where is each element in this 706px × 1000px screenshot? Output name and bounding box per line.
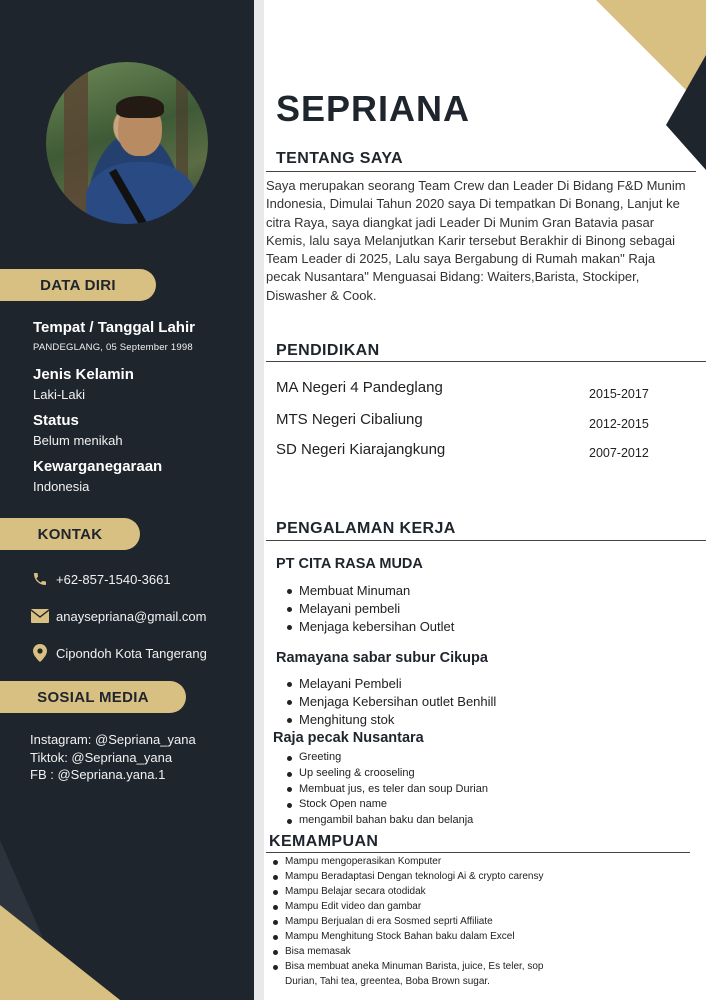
education-school: SD Negeri Kiarajangkung	[276, 441, 446, 458]
job-company: Raja pecak Nusantara	[273, 730, 424, 746]
list-item: Stock Open name	[287, 797, 488, 813]
decorative-triangle-gold	[0, 905, 120, 1000]
profile-photo	[46, 62, 208, 224]
kontak-heading: KONTAK	[0, 518, 140, 550]
education-school: MA Negeri 4 Pandeglang	[276, 379, 443, 396]
skills-heading: KEMAMPUAN	[269, 833, 379, 850]
about-text: Saya merupakan seorang Team Crew dan Leader Di Bidang F&D Munim Indonesia, Dimulai Tahun 2020 saya Di tempatkan Di Bonang, Lanjut ke citra Raya, saya diangkat jadi Leader Di Munim Gran Batavia pasar Kemis, lalu saya Melanjutkan Karir tersebut Berakhir di Binong sebagai Team Leader di 2025, Lalu saya Bergabung di Rumah makan" Raja pecak Nusantara" Menguasai Bidang: Waiters,Barista, Stockiper, Diswasher & Cook.	[266, 178, 686, 303]
skill-item-continuation: Durian, Tahi tea, greentea, Boba Brown sugar.	[285, 976, 490, 987]
pin-icon	[31, 644, 49, 662]
experience-divider	[266, 540, 706, 541]
gender-info	[33, 366, 243, 403]
birth-label: Tempat / Tanggal Lahir	[33, 319, 195, 336]
job-task-list	[287, 582, 454, 636]
email-contact	[31, 607, 207, 625]
list-item: mengambil bahan baku dan belanja	[287, 813, 488, 829]
birth-info	[33, 319, 243, 356]
skill-item: Mampu Menghitung Stock Bahan baku dalam Excel	[273, 929, 543, 944]
skill-item: Mampu Berjualan di era Sosmed seprti Affiliate	[273, 914, 543, 929]
education-years: 2007-2012	[589, 446, 649, 460]
about-divider	[266, 171, 696, 172]
sidebar	[0, 0, 254, 1000]
nationality-info	[33, 458, 243, 495]
skill-item: Bisa membuat aneka Minuman Barista, juice, Es teler, sop	[273, 959, 543, 974]
list-item: Melayani pembeli	[287, 600, 454, 618]
phone-contact	[31, 570, 171, 588]
decorative-corner-dark	[666, 55, 706, 170]
status-info	[33, 412, 243, 449]
skill-item: Mampu Beradaptasi Dengan teknologi Ai & crypto carensy	[273, 869, 543, 884]
nationality-value: Indonesia	[33, 479, 90, 494]
sidebar-divider	[254, 0, 264, 1000]
status-value: Belum menikah	[33, 433, 123, 448]
skills-list	[273, 854, 543, 989]
facebook-handle: FB : @Sepriana.yana.1	[30, 767, 166, 782]
list-item: Menjaga kebersihan Outlet	[287, 618, 454, 636]
instagram-handle: Instagram: @Sepriana_yana	[30, 732, 196, 747]
tiktok-handle: Tiktok: @Sepriana_yana	[30, 749, 173, 765]
skill-item: Mampu mengoperasikan Komputer	[273, 854, 543, 869]
list-item: Menghitung stok	[287, 711, 496, 729]
social-list	[30, 731, 196, 784]
experience-heading: PENGALAMAN KERJA	[276, 520, 456, 537]
nationality-label: Kewarganegaraan	[33, 458, 163, 475]
education-heading: PENDIDIKAN	[276, 342, 380, 359]
education-years: 2015-2017	[589, 387, 649, 401]
mail-icon	[31, 607, 49, 625]
job-company: Ramayana sabar subur Cikupa	[276, 650, 488, 666]
education-divider	[266, 361, 706, 362]
list-item: Menjaga Kebersihan outlet Benhill	[287, 693, 496, 711]
skill-item: Mampu Edit video dan gambar	[273, 899, 543, 914]
job-task-list	[287, 750, 488, 829]
list-item: Membuat jus, es teler dan soup Durian	[287, 782, 488, 798]
job-company: PT CITA RASA MUDA	[276, 556, 423, 572]
job-task-list	[287, 675, 496, 729]
education-school: MTS Negeri Cibaliung	[276, 411, 423, 428]
location-contact	[31, 644, 207, 662]
list-item: Melayani Pembeli	[287, 675, 496, 693]
location-text: Cipondoh Kota Tangerang	[56, 645, 207, 661]
email-text: anaysepriana@gmail.com	[56, 608, 207, 624]
skill-item: Mampu Belajar secara otodidak	[273, 884, 543, 899]
about-heading: TENTANG SAYA	[276, 150, 403, 167]
skill-item: Bisa memasak	[273, 944, 543, 959]
phone-text: +62-857-1540-3661	[56, 571, 171, 587]
list-item: Up seeling & crooseling	[287, 766, 488, 782]
data-diri-heading: DATA DIRI	[0, 269, 156, 301]
status-label: Status	[33, 412, 79, 429]
list-item: Membuat Minuman	[287, 582, 454, 600]
birth-value: PANDEGLANG, 05 September 1998	[33, 342, 193, 353]
list-item: Greeting	[287, 750, 488, 766]
person-name: SEPRIANA	[276, 88, 471, 129]
gender-value: Laki-Laki	[33, 387, 86, 402]
phone-icon	[31, 570, 49, 588]
skills-divider	[266, 852, 690, 853]
social-media-heading: SOSIAL MEDIA	[0, 681, 186, 713]
gender-label: Jenis Kelamin	[33, 366, 134, 383]
education-years: 2012-2015	[589, 417, 649, 431]
